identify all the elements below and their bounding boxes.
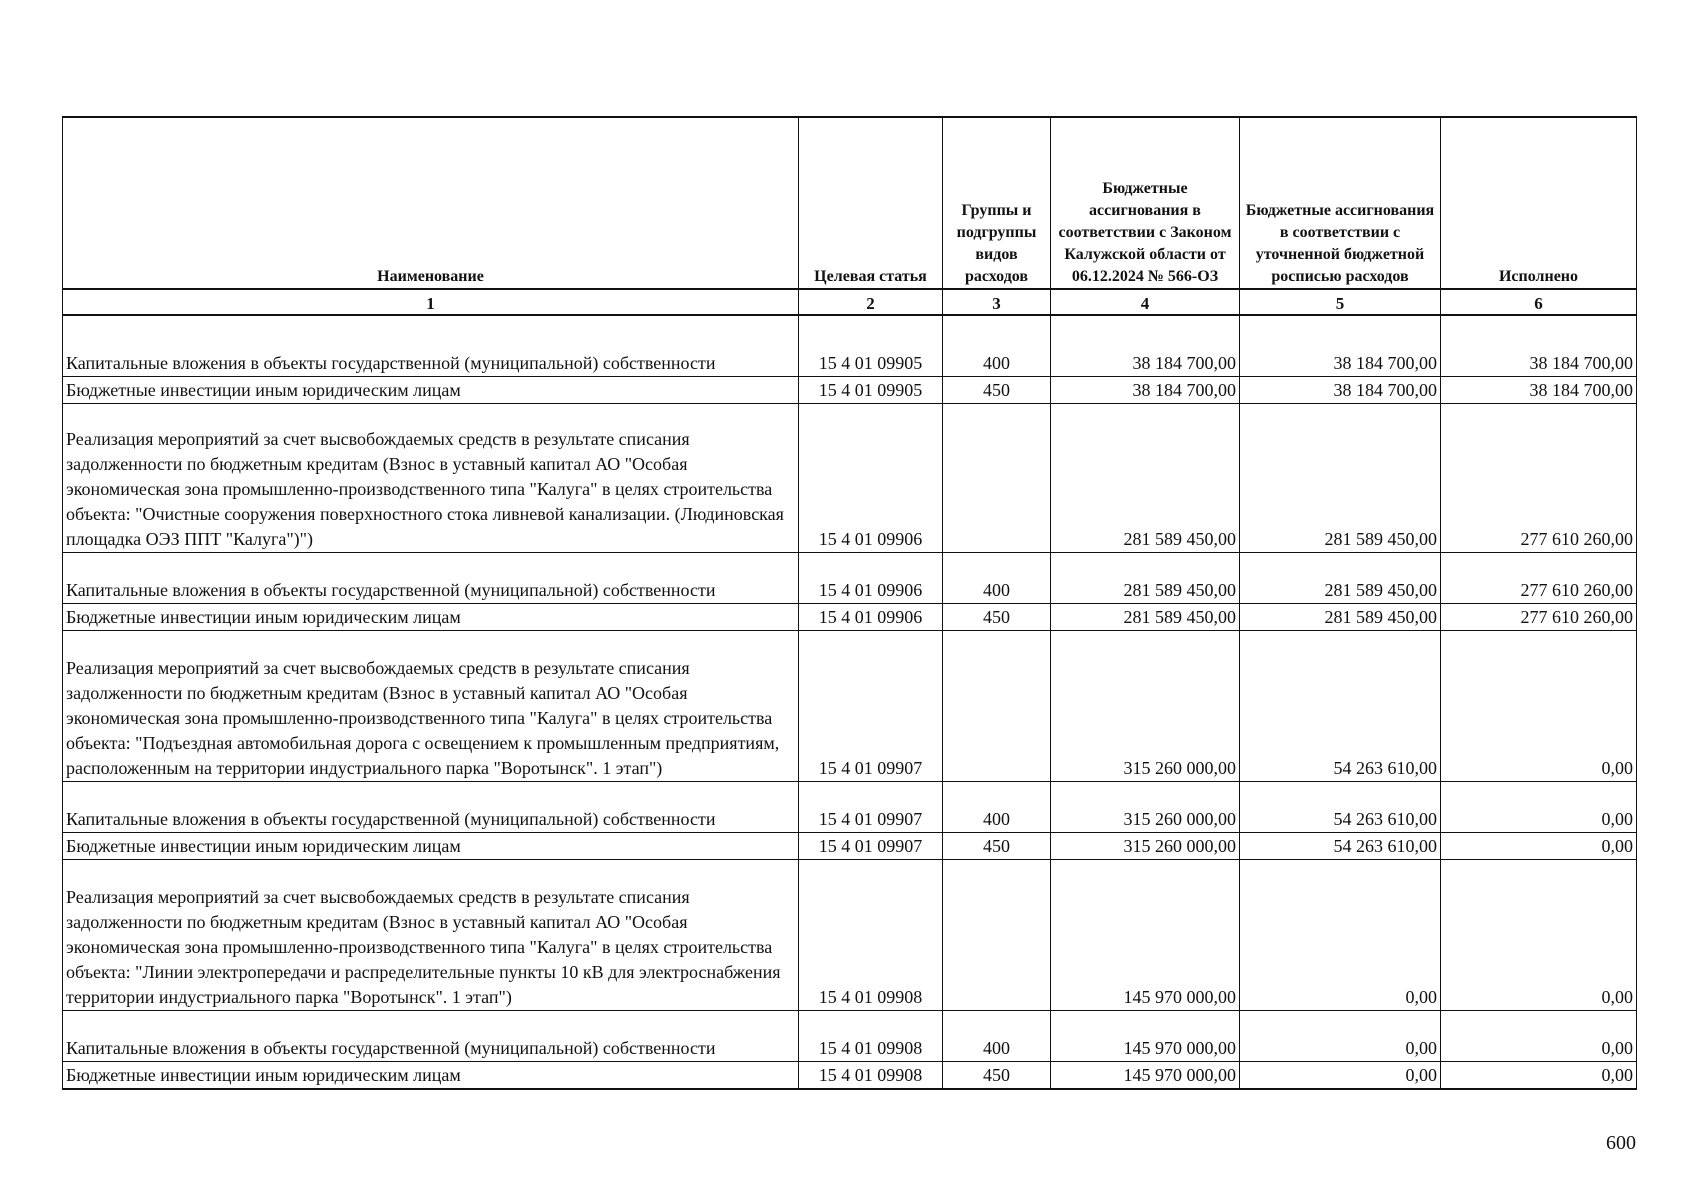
table-row (63, 326, 1637, 377)
column-number: 3 (943, 289, 1051, 315)
row-law-amount: 281 589 450,00 (1051, 404, 1240, 553)
row-refined-amount: 54 263 610,00 (1240, 833, 1441, 860)
column-number: 6 (1441, 289, 1637, 315)
row-law-amount: 145 970 000,00 (1051, 860, 1240, 1011)
table-row (63, 404, 1637, 553)
row-law-amount: 315 260 000,00 (1051, 782, 1240, 833)
row-executed-amount: 277 610 260,00 (1441, 404, 1637, 553)
row-expense-group (943, 404, 1051, 553)
row-name: Реализация мероприятий за счет высвобождаемых средств в результате списания задолженности по бюджетным кредитам (Взнос в уставный капитал АО "Особая экономическая зона промышленно-производственного типа "Калуга" в целях строительства объекта: "Линии электропередачи и распределительные пункты 10 кВ для электроснабжения территории индустриального парка "Воротынск". 1 этап") (63, 860, 799, 1011)
row-refined-amount: 54 263 610,00 (1240, 631, 1441, 782)
row-target-article: 15 4 01 09906 (799, 404, 943, 553)
row-name: Капитальные вложения в объекты государственной (муниципальной) собственности (63, 553, 799, 604)
row-refined-amount: 281 589 450,00 (1240, 604, 1441, 631)
row-law-amount: 315 260 000,00 (1051, 631, 1240, 782)
row-name: Реализация мероприятий за счет высвобождаемых средств в результате списания задолженности по бюджетным кредитам (Взнос в уставный капитал АО "Особая экономическая зона промышленно-производственного типа "Калуга" в целях строительства объекта: "Очистные сооружения поверхностного стока ливневой канализации. (Людиновская площадка ОЭЗ ППТ "Калуга")") (63, 404, 799, 553)
header-row (63, 117, 1637, 289)
row-target-article: 15 4 01 09906 (799, 553, 943, 604)
row-target-article: 15 4 01 09907 (799, 782, 943, 833)
row-expense-group: 400 (943, 1011, 1051, 1062)
row-executed-amount: 0,00 (1441, 631, 1637, 782)
column-number: 5 (1240, 289, 1441, 315)
row-law-amount: 145 970 000,00 (1051, 1062, 1240, 1090)
table-row (63, 553, 1637, 604)
row-law-amount: 38 184 700,00 (1051, 377, 1240, 404)
row-target-article: 15 4 01 09908 (799, 1062, 943, 1090)
column-number: 4 (1051, 289, 1240, 315)
row-law-amount: 145 970 000,00 (1051, 1011, 1240, 1062)
row-target-article: 15 4 01 09907 (799, 631, 943, 782)
row-expense-group: 400 (943, 782, 1051, 833)
table-row (63, 377, 1637, 404)
table-row (63, 782, 1637, 833)
header-law-allocations: Бюджетные ассигнования в соответствии с Законом Калужской области от 06.12.2024 № 566-ОЗ (1051, 117, 1240, 289)
row-expense-group: 400 (943, 553, 1051, 604)
row-expense-group: 450 (943, 377, 1051, 404)
row-executed-amount: 0,00 (1441, 833, 1637, 860)
row-law-amount: 38 184 700,00 (1051, 326, 1240, 377)
row-refined-amount: 281 589 450,00 (1240, 404, 1441, 553)
table-row (63, 1011, 1637, 1062)
row-executed-amount: 0,00 (1441, 782, 1637, 833)
header-executed: Исполнено (1441, 117, 1637, 289)
header-target-article: Целевая статья (799, 117, 943, 289)
row-refined-amount: 38 184 700,00 (1240, 377, 1441, 404)
row-refined-amount: 281 589 450,00 (1240, 553, 1441, 604)
row-name: Бюджетные инвестиции иным юридическим лицам (63, 604, 799, 631)
row-executed-amount: 38 184 700,00 (1441, 377, 1637, 404)
row-refined-amount: 38 184 700,00 (1240, 326, 1441, 377)
row-expense-group: 450 (943, 833, 1051, 860)
column-number: 1 (63, 289, 799, 315)
row-name: Бюджетные инвестиции иным юридическим лицам (63, 833, 799, 860)
budget-table (62, 116, 1637, 1090)
row-name: Капитальные вложения в объекты государственной (муниципальной) собственности (63, 1011, 799, 1062)
header-name: Наименование (63, 117, 799, 289)
row-target-article: 15 4 01 09905 (799, 326, 943, 377)
column-number: 2 (799, 289, 943, 315)
row-refined-amount: 0,00 (1240, 1011, 1441, 1062)
table-row (63, 860, 1637, 1011)
row-target-article: 15 4 01 09908 (799, 1011, 943, 1062)
header-refined-allocations: Бюджетные ассигнования в соответствии с уточненной бюджетной росписью расходов (1240, 117, 1441, 289)
row-refined-amount: 54 263 610,00 (1240, 782, 1441, 833)
row-law-amount: 281 589 450,00 (1051, 604, 1240, 631)
header-expense-groups: Группы и подгруппы видов расходов (943, 117, 1051, 289)
row-expense-group: 450 (943, 604, 1051, 631)
row-target-article: 15 4 01 09907 (799, 833, 943, 860)
table-row (63, 833, 1637, 860)
row-expense-group (943, 631, 1051, 782)
row-target-article: 15 4 01 09908 (799, 860, 943, 1011)
row-name: Капитальные вложения в объекты государственной (муниципальной) собственности (63, 782, 799, 833)
row-executed-amount: 0,00 (1441, 860, 1637, 1011)
spacer-row (63, 315, 1637, 326)
row-law-amount: 281 589 450,00 (1051, 553, 1240, 604)
row-executed-amount: 277 610 260,00 (1441, 604, 1637, 631)
row-refined-amount: 0,00 (1240, 1062, 1441, 1090)
page-number: 600 (1606, 1132, 1636, 1154)
row-executed-amount: 38 184 700,00 (1441, 326, 1637, 377)
row-target-article: 15 4 01 09905 (799, 377, 943, 404)
row-target-article: 15 4 01 09906 (799, 604, 943, 631)
row-executed-amount: 0,00 (1441, 1062, 1637, 1090)
row-name: Бюджетные инвестиции иным юридическим лицам (63, 1062, 799, 1090)
row-expense-group: 400 (943, 326, 1051, 377)
table-row (63, 1062, 1637, 1090)
row-expense-group (943, 860, 1051, 1011)
table-row (63, 604, 1637, 631)
column-number-row (63, 289, 1637, 315)
row-name: Капитальные вложения в объекты государственной (муниципальной) собственности (63, 326, 799, 377)
row-executed-amount: 0,00 (1441, 1011, 1637, 1062)
row-executed-amount: 277 610 260,00 (1441, 553, 1637, 604)
row-law-amount: 315 260 000,00 (1051, 833, 1240, 860)
table-row (63, 631, 1637, 782)
row-expense-group: 450 (943, 1062, 1051, 1090)
row-name: Реализация мероприятий за счет высвобождаемых средств в результате списания задолженности по бюджетным кредитам (Взнос в уставный капитал АО "Особая экономическая зона промышленно-производственного типа "Калуга" в целях строительства объекта: "Подъездная автомобильная дорога с освещением к промышленным предприятиям, расположенным на территории индустриального парка "Воротынск". 1 этап") (63, 631, 799, 782)
row-name: Бюджетные инвестиции иным юридическим лицам (63, 377, 799, 404)
row-refined-amount: 0,00 (1240, 860, 1441, 1011)
